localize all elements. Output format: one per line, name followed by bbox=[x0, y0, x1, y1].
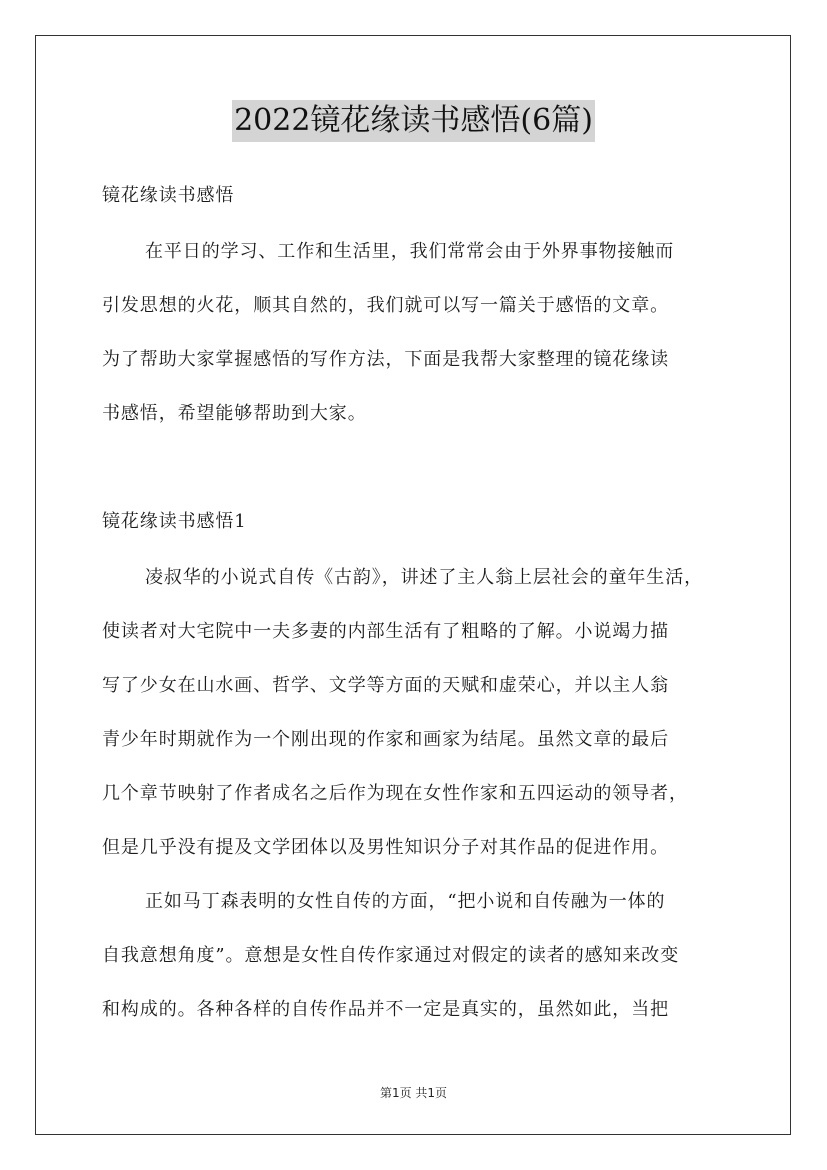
paragraph-line: 几个章节映射了作者成名之后作为现在女性作家和五四运动的领导者， bbox=[102, 783, 688, 804]
intro-line: 为了帮助大家掌握感悟的写作方法，下面是我帮大家整理的镜花缘读 bbox=[102, 349, 669, 370]
document-title: 2022镜花缘读书感悟(6篇) bbox=[232, 100, 595, 142]
intro-line: 在平日的学习、工作和生活里，我们常常会由于外界事物接触而 bbox=[145, 241, 675, 262]
section-heading-1: 镜花缘读书感悟1 bbox=[102, 511, 247, 532]
page-number: 第1页 共1页 bbox=[379, 1086, 448, 1100]
paragraph-line: 正如马丁森表明的女性自传的方面，“把小说和自传融为一体的 bbox=[145, 891, 666, 912]
paragraph-line: 使读者对大宅院中一夫多妻的内部生活有了粗略的了解。小说竭力描 bbox=[102, 621, 669, 642]
paragraph-line: 但是几乎没有提及文学团体以及男性知识分子对其作品的促进作用。 bbox=[102, 837, 669, 858]
paragraph-line: 和构成的。各种各样的自传作品并不一定是真实的，虽然如此，当把 bbox=[102, 999, 669, 1020]
intro-line: 书感悟，希望能够帮助到大家。 bbox=[102, 403, 367, 424]
paragraph-line: 自我意想角度”。意想是女性自传作家通过对假定的读者的感知来改变 bbox=[102, 945, 680, 966]
paragraph-line: 凌叔华的小说式自传《古韵》，讲述了主人翁上层社会的童年生活， bbox=[145, 567, 703, 588]
section-heading: 镜花缘读书感悟 bbox=[102, 185, 235, 206]
paragraph-line: 青少年时期就作为一个刚出现的作家和画家为结尾。虽然文章的最后 bbox=[102, 729, 669, 750]
intro-line: 引发思想的火花，顺其自然的，我们就可以写一篇关于感悟的文章。 bbox=[102, 295, 669, 316]
title-container bbox=[0, 100, 827, 142]
paragraph-line: 写了少女在山水画、哲学、文学等方面的天赋和虚荣心，并以主人翁 bbox=[102, 675, 669, 696]
